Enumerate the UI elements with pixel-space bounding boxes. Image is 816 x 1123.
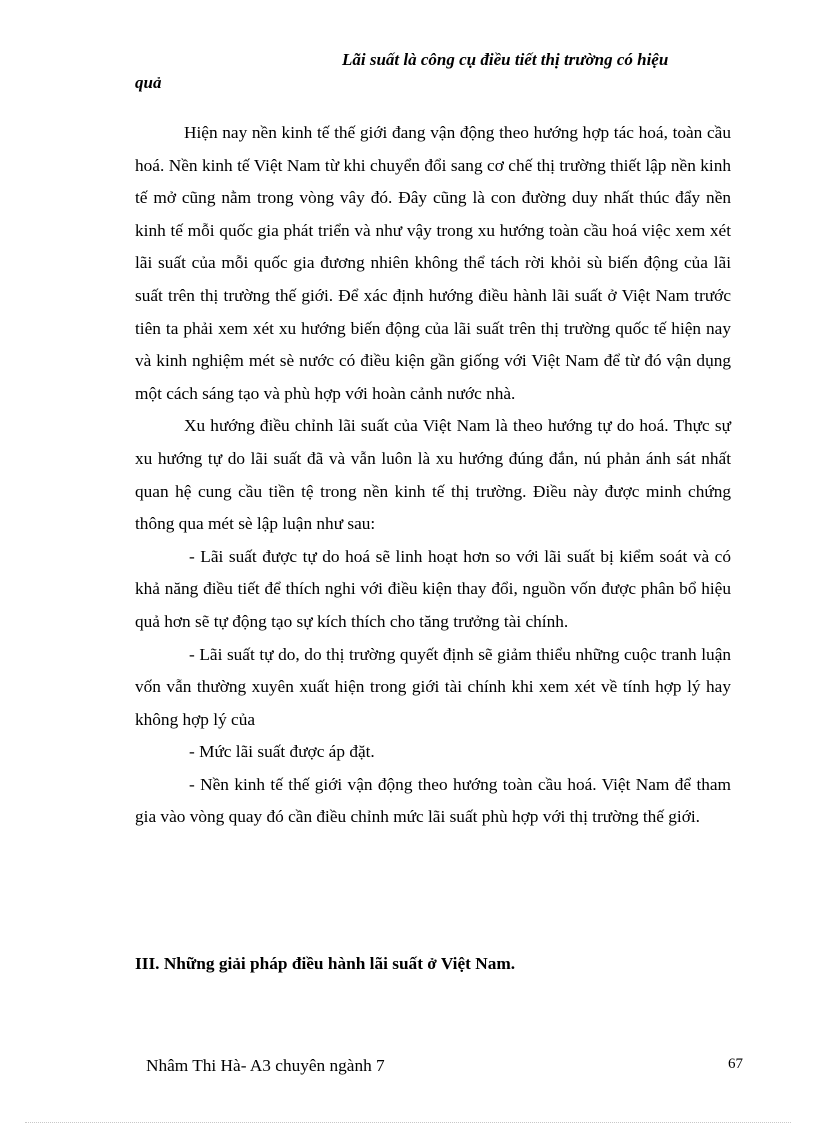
body-text [135, 117, 731, 834]
paragraph-intro: Hiện nay nền kinh tế thế giới đang vận động theo hướng hợp tác hoá, toàn cầu hoá. Nền kinh tế Việt Nam từ khi chuyển đổi sang cơ chế thị trường thiết lập nền kinh tế mở cũng nằm trong vòng vây đó. Đây cũng là con đường duy nhất thúc đẩy nền kinh tế mỗi quốc gia phát triển và như vậy trong xu hướng toàn cầu hoá việc xem xét lãi suất của mỗi quốc gia đương nhiên không thể tách rời khỏi sù biến động của lãi suất trên thị trường thế giới. Để xác định hướng điều hành lãi suất ở Việt Nam trước tiên ta phải xem xét xu hướng biến động của lãi suất trên thị trường quốc tế hiện nay và kinh nghiệm mét sè nước có điều kiện gần giống với Việt Nam để từ đó vận dụng một cách sáng tạo và phù hợp với hoàn cảnh nước nhà. [135, 123, 731, 403]
running-header-continuation: quả [135, 73, 162, 92]
bullet-flexibility: - Lãi suất được tự do hoá sẽ linh hoạt hơn so với lãi suất bị kiểm soát và có khả năng điều tiết để thích nghi với điều kiện thay đổi, nguồn vốn được phân bổ hiệu quả hơn sẽ tự động tạo sự kích thích cho tăng trưởng tài chính. [135, 546, 731, 631]
running-header: Lãi suất là công cụ điều tiết thị trường có hiệu [342, 50, 669, 69]
footer-author: Nhâm Thi Hà- A3 chuyên ngành 7 [146, 1056, 385, 1075]
bullet-market-decided: - Lãi suất tự do, do thị trường quyết định sẽ giảm thiểu những cuộc tranh luận vốn vẫn thường xuyên xuất hiện trong giới tài chính khi xem xét về tính hợp lý hay không hợp lý của [135, 644, 731, 729]
section-heading: III. Những giải pháp điều hành lãi suất ở Việt Nam. [135, 954, 516, 973]
bullet-globalization: - Nền kinh tế thế giới vận động theo hướng toàn cầu hoá. Việt Nam để tham gia vào vòng quay đó cần điều chỉnh mức lãi suất phù hợp với thị trường thế giới. [135, 774, 731, 827]
page-number: 67 [728, 1056, 743, 1072]
bullet-imposed-rate: - Mức lãi suất được áp đặt. [189, 742, 375, 762]
paragraph-trend: Xu hướng điều chỉnh lãi suất của Việt Nam là theo hướng tự do hoá. Thực sự xu hướng tự do lãi suất đã và vẫn luôn là xu hướng đúng đắn, nú phản ánh sát nhất quan hệ cung cầu tiền tệ trong nền kinh tế thị trường. Điều này được minh chứng thông qua mét sè lập luận như sau: [135, 416, 731, 534]
